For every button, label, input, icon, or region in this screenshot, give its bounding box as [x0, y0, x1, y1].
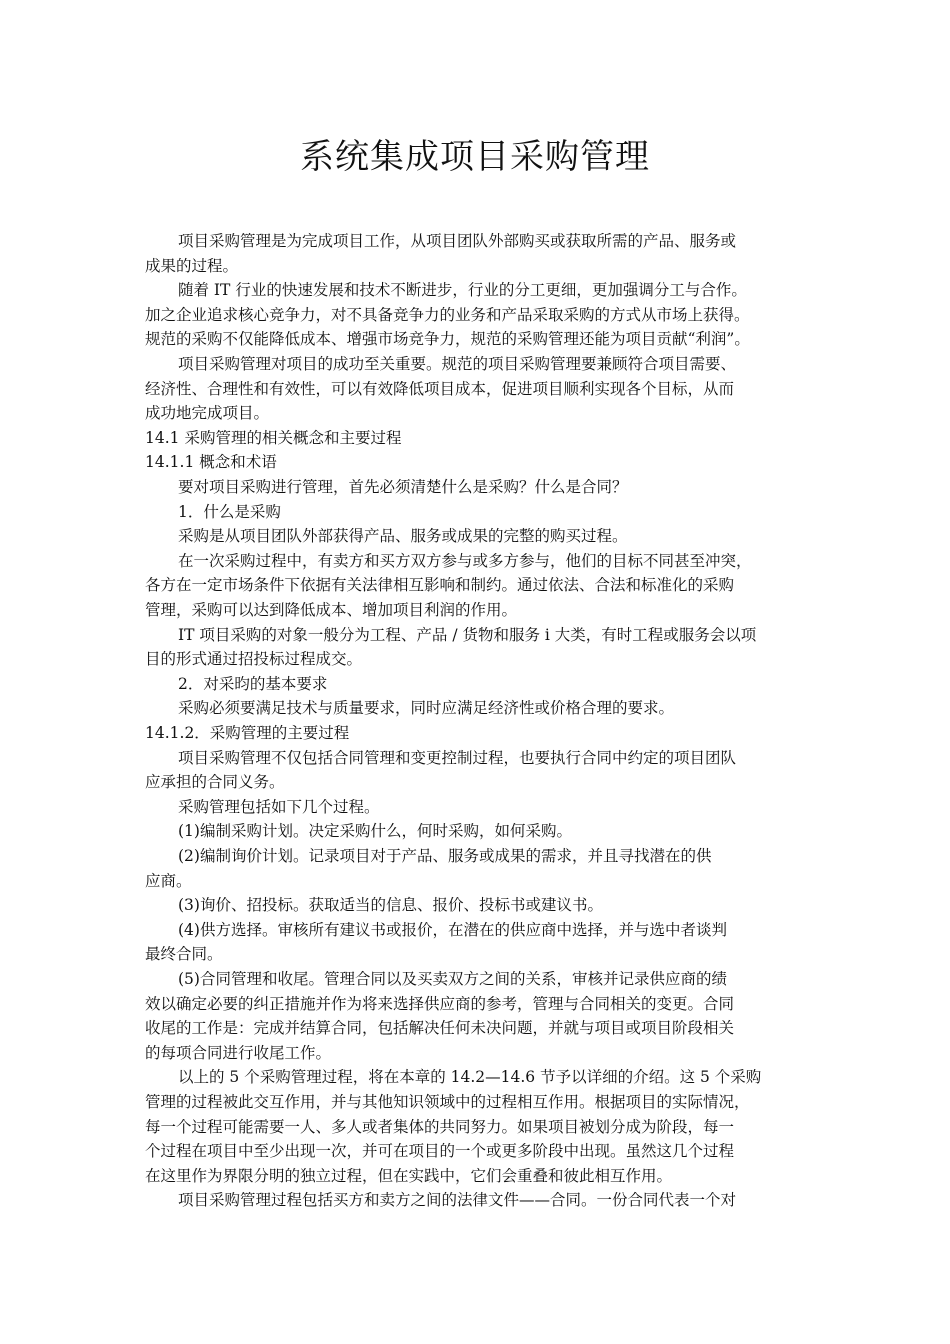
text-line: 1．什么是采购: [178, 502, 281, 521]
text-line: 的每项合同进行收尾工作。: [145, 1043, 332, 1062]
text-line: 经济性、合理性和有效性，可以有效降低项目成本，促进项目顺利实现各个目标，从而: [145, 379, 735, 398]
text-line: 成功地完成项目。: [145, 404, 270, 423]
text-line: 管理，采购可以达到降低成本、增加项目利润的作用。: [145, 601, 518, 619]
text-line: IT 项目采购的对象一般分为工程、产品 / 货物和服务 i 大类，有时工程或服务会以项: [178, 625, 757, 644]
text-line: 最终合同。: [145, 945, 223, 964]
text-line: 以上的 5 个采购管理过程，将在本章的 14.2—14.6 节予以详细的介绍。这 5 个采购: [178, 1068, 762, 1087]
text-line: 14.1.2．采购管理的主要过程: [145, 724, 350, 742]
text-line: 在一次采购过程中，有卖方和买方双方参与或多方参与，他们的目标不同甚至冲突，: [178, 551, 752, 570]
text-line: 在这里作为界限分明的独立过程，但在实践中，它们会重叠和彼此相互作用。: [145, 1166, 673, 1185]
text-line: (1)编制采购计划。决定采购什么，何时采购，如何采购。: [178, 822, 572, 841]
text-line: 目的形式通过招投标过程成交。: [145, 650, 363, 669]
text-line: 采购是从项目团队外部获得产品、服务或成果的完整的购买过程。: [178, 527, 628, 546]
text-line: 规范的采购不仅能降低成本、增强市场竞争力，规范的采购管理还能为项目贡献“利润”。: [145, 330, 750, 349]
text-line: 应商。: [145, 871, 192, 890]
text-line: 项目采购管理不仅包括合同管理和变更控制过程，也要执行合同中约定的项目团队: [178, 748, 737, 767]
text-line: 应承担的合同义务。: [145, 773, 285, 792]
text-line: (3)询价、招投标。获取适当的信息、报价、投标书或建议书。: [178, 896, 603, 915]
text-line: 要对项目采购进行管理，首先必须清楚什么是采购？什么是合同？: [178, 478, 628, 496]
text-line: (4)供方选择。审核所有建议书或报价，在潜在的供应商中选择，并与选中者谈判: [178, 920, 727, 939]
text-line: (2)编制询价计划。记录项目对于产品、服务或成果的需求，并且寻找潜在的供: [178, 847, 712, 865]
text-line: (5)合同管理和收尾。管理合同以及买卖双方之间的关系，审核并记录供应商的绩: [178, 970, 727, 988]
text-line: 各方在一定市场条件下依据有关法律相互影响和制约。通过依法、合法和标准化的采购: [145, 576, 735, 595]
text-line: 加之企业追求核心竞争力，对不具备竞争力的业务和产品采取采购的方式从市场上获得。: [145, 305, 750, 324]
text-line: 随着 IT 行业的快速发展和技术不断进步，行业的分工更细，更加强调分工与合作。: [178, 281, 747, 300]
text-line: 项目采购管理过程包括买方和卖方之间的法律文件——合同。一份合同代表一个对: [178, 1191, 737, 1210]
document-title: 系统集成项目采购管理: [300, 137, 650, 177]
text-line: 每一个过程可能需要一人、多人或者集体的共同努力。如果项目被划分成为阶段，每一: [145, 1117, 735, 1136]
text-line: 采购管理包括如下几个过程。: [178, 797, 380, 816]
text-line: 成果的过程。: [145, 256, 239, 275]
text-line: 个过程在项目中至少出现一次，并可在项目的一个或更多阶段中出现。虽然这几个过程: [145, 1142, 735, 1161]
text-line: 14.1 采购管理的相关概念和主要过程: [145, 428, 402, 447]
text-line: 效以确定必要的纠正措施并作为将来选择供应商的参考，管理与合同相关的变更。合同: [145, 994, 735, 1013]
text-line: 收尾的工作是：完成并结算合同，包括解决任何未决问题，并就与项目或项目阶段相关: [145, 1019, 735, 1038]
text-line: 2．对采昀的基本要求: [178, 674, 328, 693]
text-line: 14.1.1 概念和术语: [145, 453, 277, 472]
text-line: 管理的过程被此交互作用，并与其他知识领域中的过程相互作用。根据项目的实际情况，: [145, 1093, 750, 1111]
text-line: 项目采购管理对项目的成功至关重要。规范的项目采购管理要兼顾符合项目需要、: [178, 355, 737, 373]
text-line: 项目采购管理是为完成项目工作，从项目团队外部购买或获取所需的产品、服务或: [178, 232, 737, 250]
text-line: 采购必须要满足技术与质量要求，同时应满足经济性或价格合理的要求。: [178, 699, 675, 718]
